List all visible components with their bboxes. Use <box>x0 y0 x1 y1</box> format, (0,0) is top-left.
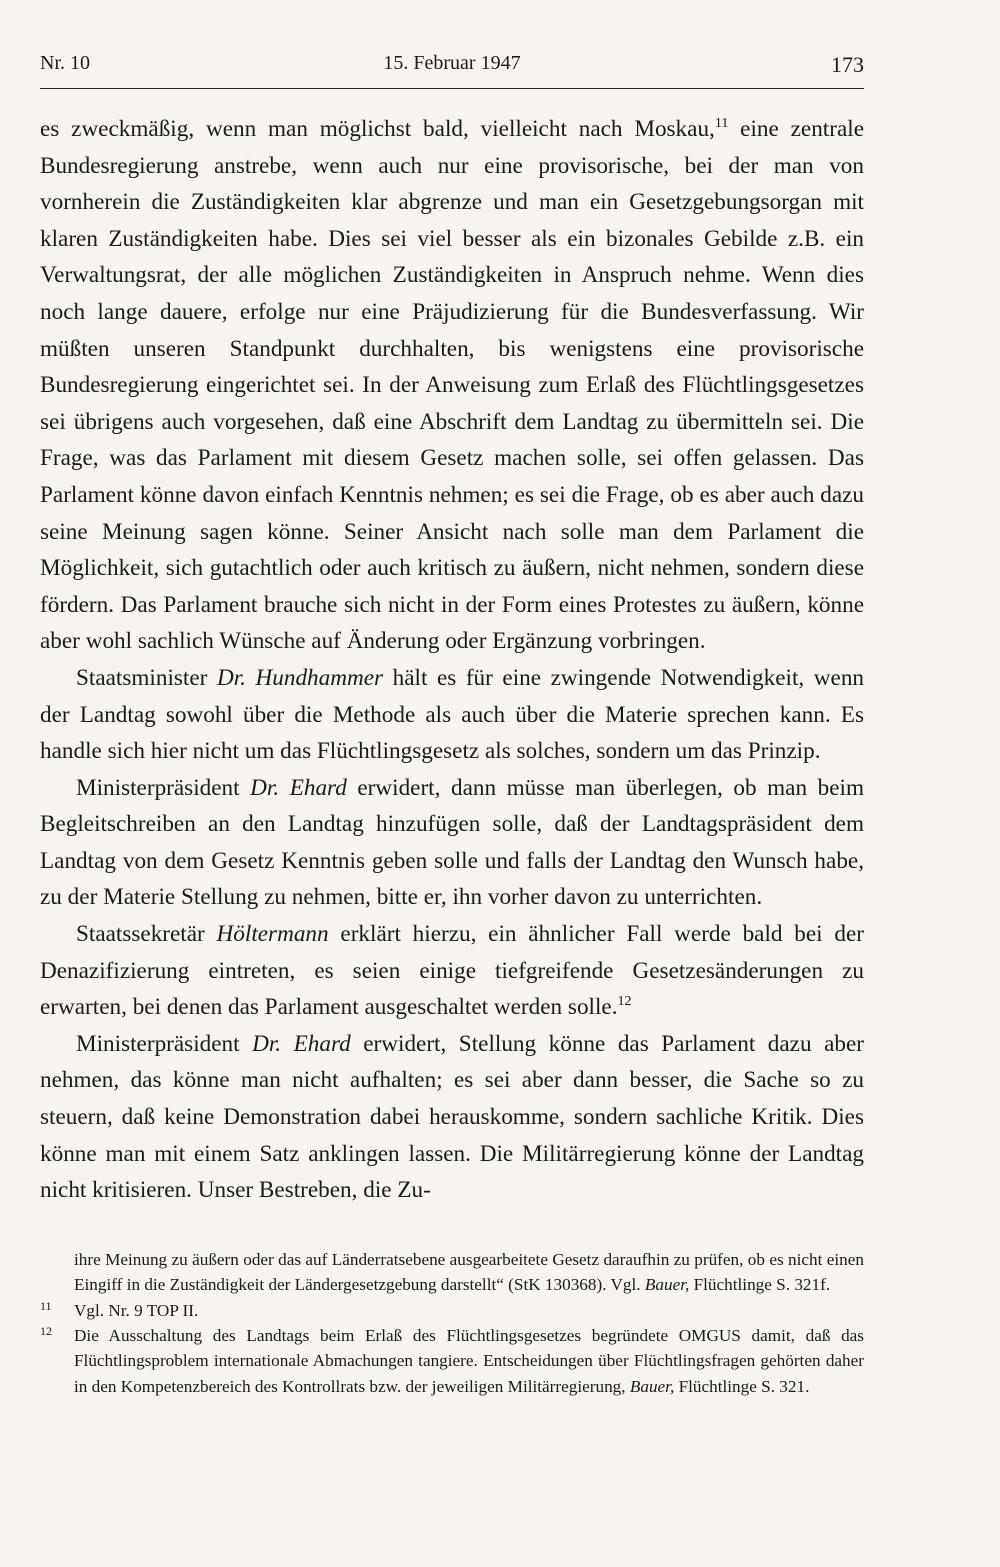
paragraph: Ministerpräsident Dr. Ehard erwidert, Stellung könne das Parlament dazu aber nehmen, das könne man nicht aufhalten; es sei aber dann besser, die Sache so zu steuern, daß keine Demonstration dabei herauskomme, sondern sachliche Kritik. Dies könne man mit einem Satz anklingen lassen. Die Militärregierung könne der Landtag nicht kritisieren. Unser Bestreben, die Zu- <box>40 1030 864 1204</box>
page-number: 173 <box>831 52 864 77</box>
issue-date: 15. Februar 1947 <box>383 52 521 74</box>
author-name: Bauer, <box>644 1275 690 1295</box>
footnote-number: 12 <box>40 1324 52 1339</box>
paragraph: es zweckmäßig, wenn man möglichst bald, vielleicht nach Moskau,$^{11}$ eine zentrale Bundesregierung anstrebe, wenn auch nur eine provisorische, bei der man von vornherein die Zuständigkeiten klar abgrenze und man ein Gesetzgebungsorgan mit klaren Zuständigkeiten habe. Dies sei viel besser als ein bizonales Gebilde z.B. ein Verwaltungsrat, der alle möglichen Zuständigkeiten in Anspruch nehme. Wenn dies noch lange dauere, erfolge nur eine Präjudizierung für die Bundesverfassung. Wir müßten unseren Standpunkt durchhalten, bis wenigstens eine provisorische Bundesregierung eingerichtet sei. In der Anweisung zum Erlaß des Flüchtlingsgesetzes sei übrigens auch vorgesehen, daß eine Abschrift dem Landtag zu übermitteln sei. Die Frage, was das Parlament mit diesem Gesetz machen solle, sei offen gelassen. Das Parlament könne davon einfach Kenntnis nehmen; es sei die Frage, ob es aber auch dazu seine Meinung sagen könne. Seiner Ansicht nach solle man dem Parlament die Möglichkeit, sich gutachtlich oder auch kritisch zu äußern, nicht nehmen, sondern diese fördern. Das Parlament brauche sich nicht in der Form eines Protestes zu äußern, könne aber wohl sachlich Wünsche auf Änderung oder Ergänzung vorbringen. <box>40 116 864 655</box>
footnotes <box>40 1247 864 1399</box>
footnote-ref: 11 <box>714 116 729 131</box>
author-name: Bauer, <box>629 1376 675 1396</box>
speaker-name: Dr. Ehard <box>252 1030 351 1057</box>
footnote-number: 11 <box>40 1298 52 1313</box>
speaker-name: Höltermann <box>216 921 329 948</box>
paragraph: Staatssekretär Höltermann erklärt hierzu, ein ähnlicher Fall werde bald bei der Denazifizierung eintreten, es seien einige tiefgreifende Gesetzesänderungen zu erwarten, bei denen das Parlament ausgeschaltet werden solle.$^{12}$ <box>40 921 864 1021</box>
document-page <box>40 52 864 1399</box>
footnote-12: 12 Die Ausschaltung des Landtags beim Erlaß des Flüchtlingsgesetzes begründete OMGUS damit, daß das Flüchtlingsproblem internationale Abmachungen tangiere. Entscheidungen über Flüchtlingsfragen gehörten daher in den Kompetenzbereich des Kontrollrats bzw. der jeweiligen Militärregierung, Bauer, Flüchtlinge S. 321. <box>40 1324 864 1396</box>
speaker-name: Dr. Hundhammer <box>216 664 384 691</box>
issue-number: Nr. 10 <box>40 52 90 74</box>
body-text <box>40 111 864 1209</box>
speaker-name: Dr. Ehard <box>250 774 347 801</box>
footnote-11: 11 Vgl. Nr. 9 TOP II. <box>40 1298 199 1320</box>
paragraph: Ministerpräsident Dr. Ehard erwidert, dann müsse man überlegen, ob man beim Begleitschreiben an den Landtag hinzufügen solle, daß der Landtagspräsident dem Landtag von dem Gesetz Kenntnis geben solle und falls der Landtag den Wunsch habe, zu der Materie Stellung zu nehmen, bitte er, ihn vorher davon zu unterrichten. <box>40 774 864 911</box>
footnote-continuation: ihre Meinung zu äußern oder das auf Länderratsebene ausgearbeitete Gesetz daraufhin zu prüfen, ob es nicht einen Eingiff in die Zuständigkeit der Ländergesetzgebung darstellt“ (StK 130368). Vgl. Bauer, Flüchtlinge S. 321f. <box>74 1249 864 1295</box>
paragraph: Staatsminister Dr. Hundhammer hält es für eine zwingende Notwendigkeit, wenn der Landtag sowohl über die Methode als auch über die Materie sprechen kann. Es handle sich hier nicht um das Flüchtlingsgesetz als solches, sondern um das Prinzip. <box>40 664 865 765</box>
running-head <box>40 52 864 89</box>
footnote-ref: 12 <box>617 994 632 1010</box>
